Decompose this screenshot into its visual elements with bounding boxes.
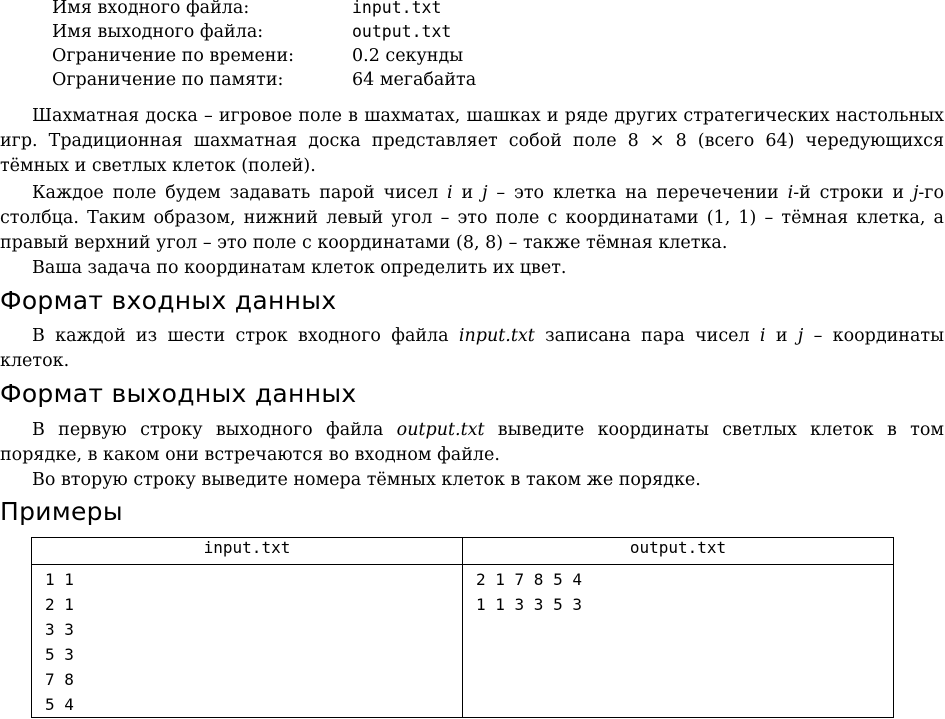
meta-label: Ограничение по памяти: [52, 70, 284, 90]
meta-value: 0.2 секунды [352, 46, 464, 66]
meta-value: input.txt [352, 0, 442, 17]
meta-value: output.txt [352, 22, 452, 41]
input-format-paragraph: В каждой из шести строк входного файла input.txt записана пара чисел i и j – координаты клеток. [0, 326, 944, 371]
statement-paragraph-3: Ваша задача по координатам клеток определить их цвет. [32, 258, 567, 278]
examples-table [31, 537, 894, 718]
examples-header-row [32, 538, 894, 565]
input-line: 5 4 [45, 695, 74, 714]
output-format-heading: Формат выходных данных [0, 379, 357, 408]
input-line: 5 3 [45, 645, 74, 664]
meta-label: Имя выходного файла: [52, 22, 264, 42]
input-format-heading: Формат входных данных [0, 286, 337, 315]
header-output: output.txt [463, 538, 894, 565]
meta-label: Имя входного файла: [52, 0, 250, 18]
example-output-cell [463, 565, 894, 718]
output-line: 2 1 7 8 5 4 [476, 570, 582, 589]
problem-meta [52, 0, 476, 92]
input-line: 3 3 [45, 620, 74, 639]
meta-value: 64 мегабайта [352, 70, 477, 90]
input-line: 1 1 [45, 570, 74, 589]
statement-paragraph-1: Шахматная доска – игровое поле в шахматах, шашках и ряде других стратегических настольных игр. Традиционная шахматная доска представляет собой поле 8 × 8 (всего 64) чередующихся тёмных и светлых клеток (полей). [0, 106, 944, 176]
output-format-paragraph-2: Во вторую строку выведите номера тёмных клеток в таком же порядке. [32, 470, 701, 490]
statement-paragraph-2: Каждое поле будем задавать парой чисел i и j – это клетка на перечечении i-й строки и j-го столбца. Таким образом, нижний левый угол – это поле с координатами (1, 1) – тёмная клетка, а правый верхний угол – это поле с координатами (8, 8) – также тёмная клетка. [0, 183, 944, 253]
example-input-cell [32, 565, 463, 718]
header-input: input.txt [32, 538, 463, 565]
output-line: 1 1 3 3 5 3 [476, 595, 582, 614]
examples-heading: Примеры [0, 497, 123, 526]
input-line: 2 1 [45, 595, 74, 614]
meta-label: Ограничение по времени: [52, 46, 295, 66]
input-line: 7 8 [45, 670, 74, 689]
meta-row-output-file [52, 20, 476, 44]
meta-row-time-limit [52, 44, 476, 68]
examples-data-row [32, 565, 894, 718]
meta-row-input-file [52, 0, 476, 20]
meta-row-memory-limit [52, 68, 476, 92]
output-format-paragraph-1: В первую строку выходного файла output.txt выведите координаты светлых клеток в том порядке, в каком они встречаются во входном файле. [0, 420, 944, 465]
